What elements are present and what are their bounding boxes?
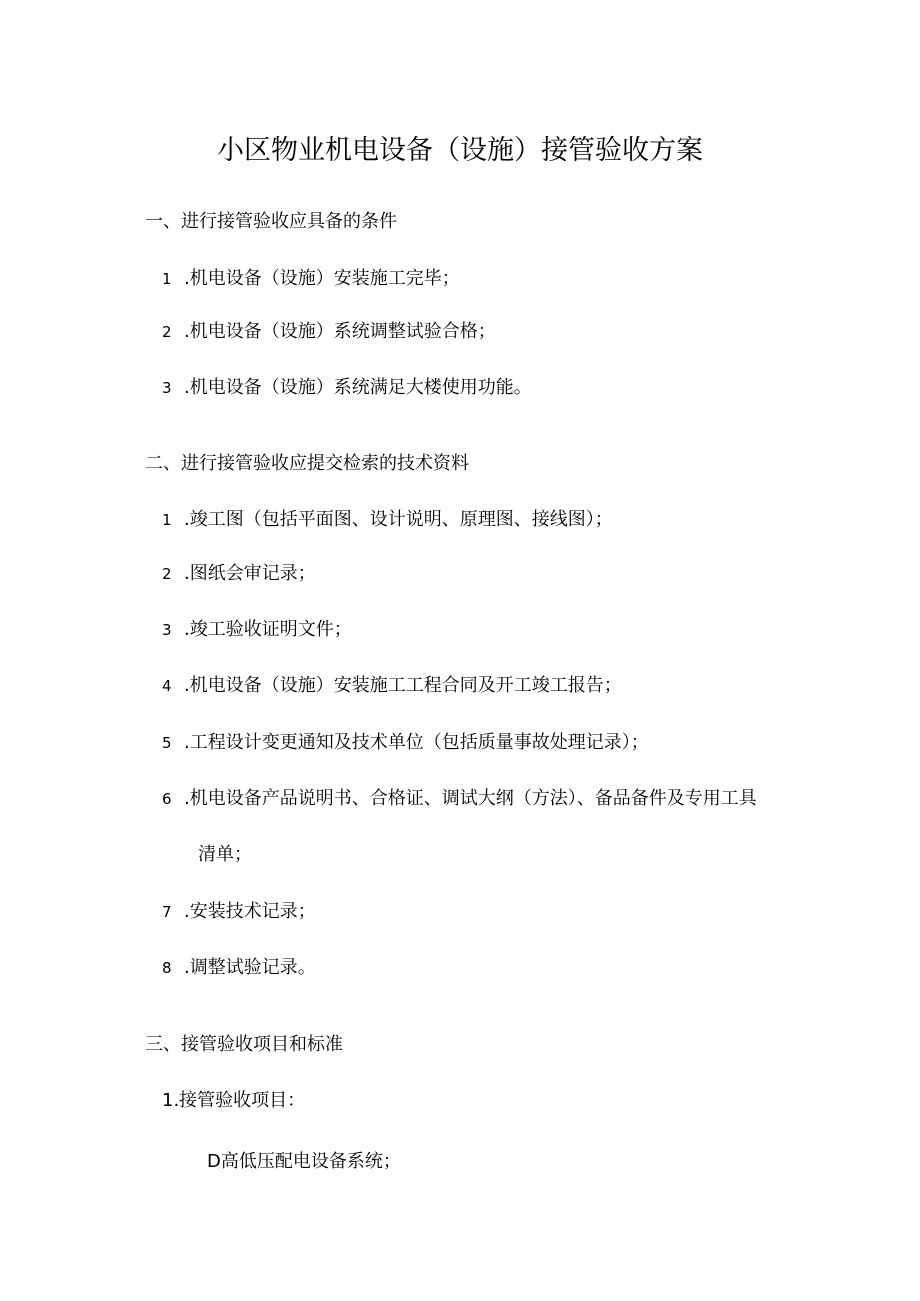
- item-text: .工程设计变更通知及技术单位（包括质量事故处理记录）；: [184, 732, 649, 753]
- section-2-item-7: [162, 899, 316, 925]
- section-2-item-1: [162, 507, 613, 533]
- item-text: .机电设备（设施）安装施工完毕；: [184, 268, 460, 289]
- section-2-heading: 二、进行接管验收应提交检索的技术资料: [145, 453, 469, 474]
- item-text: .机电设备（设施）系统满足大楼使用功能。: [184, 377, 532, 398]
- item-number: 5: [162, 734, 172, 752]
- item-text: .竣工验收证明文件；: [184, 619, 352, 640]
- section-2-item-5: [162, 730, 649, 756]
- section-2-item-2: [162, 561, 316, 587]
- item-text: .安装技术记录；: [184, 901, 316, 922]
- section-2-item-3: [162, 617, 352, 643]
- section-1-heading: 一、进行接管验收应具备的条件: [145, 211, 397, 232]
- section-3-subheading: 1.接管验收项目：: [162, 1090, 306, 1111]
- item-number: 3: [162, 379, 172, 397]
- item-number: 1: [162, 511, 172, 529]
- item-text: .机电设备产品说明书、合格证、调试大纲（方法）、备品备件及专用工具: [184, 788, 757, 809]
- document-title: 小区物业机电设备（设施）接管验收方案: [217, 135, 703, 166]
- item-text: .机电设备（设施）安装施工工程合同及开工竣工报告；: [184, 675, 622, 696]
- item-number: 2: [162, 565, 172, 583]
- section-1-item-1: [162, 266, 460, 292]
- section-3-heading: 三、接管验收项目和标准: [145, 1034, 343, 1055]
- section-3-subitem-1: D高低压配电设备系统；: [207, 1151, 401, 1172]
- item-number: 1: [162, 270, 172, 288]
- section-2-item-8: [162, 955, 316, 981]
- item-number: 7: [162, 903, 172, 921]
- item-number: 4: [162, 677, 172, 695]
- item-text: .图纸会审记录；: [184, 563, 316, 584]
- section-1-item-3: [162, 375, 532, 401]
- item-text: .竣工图（包括平面图、设计说明、原理图、接线图）；: [184, 509, 613, 530]
- item-number: 3: [162, 621, 172, 639]
- item-text: .调整试验记录。: [184, 957, 316, 978]
- section-2-item-4: [162, 673, 622, 699]
- item-number: 2: [162, 323, 172, 341]
- item-number: 6: [162, 790, 172, 808]
- section-2-item-6: [162, 786, 757, 812]
- item-number: 8: [162, 959, 172, 977]
- section-1-item-2: [162, 319, 496, 345]
- section-2-item-6-continuation: 清单；: [198, 844, 252, 865]
- item-text: .机电设备（设施）系统调整试验合格；: [184, 321, 496, 342]
